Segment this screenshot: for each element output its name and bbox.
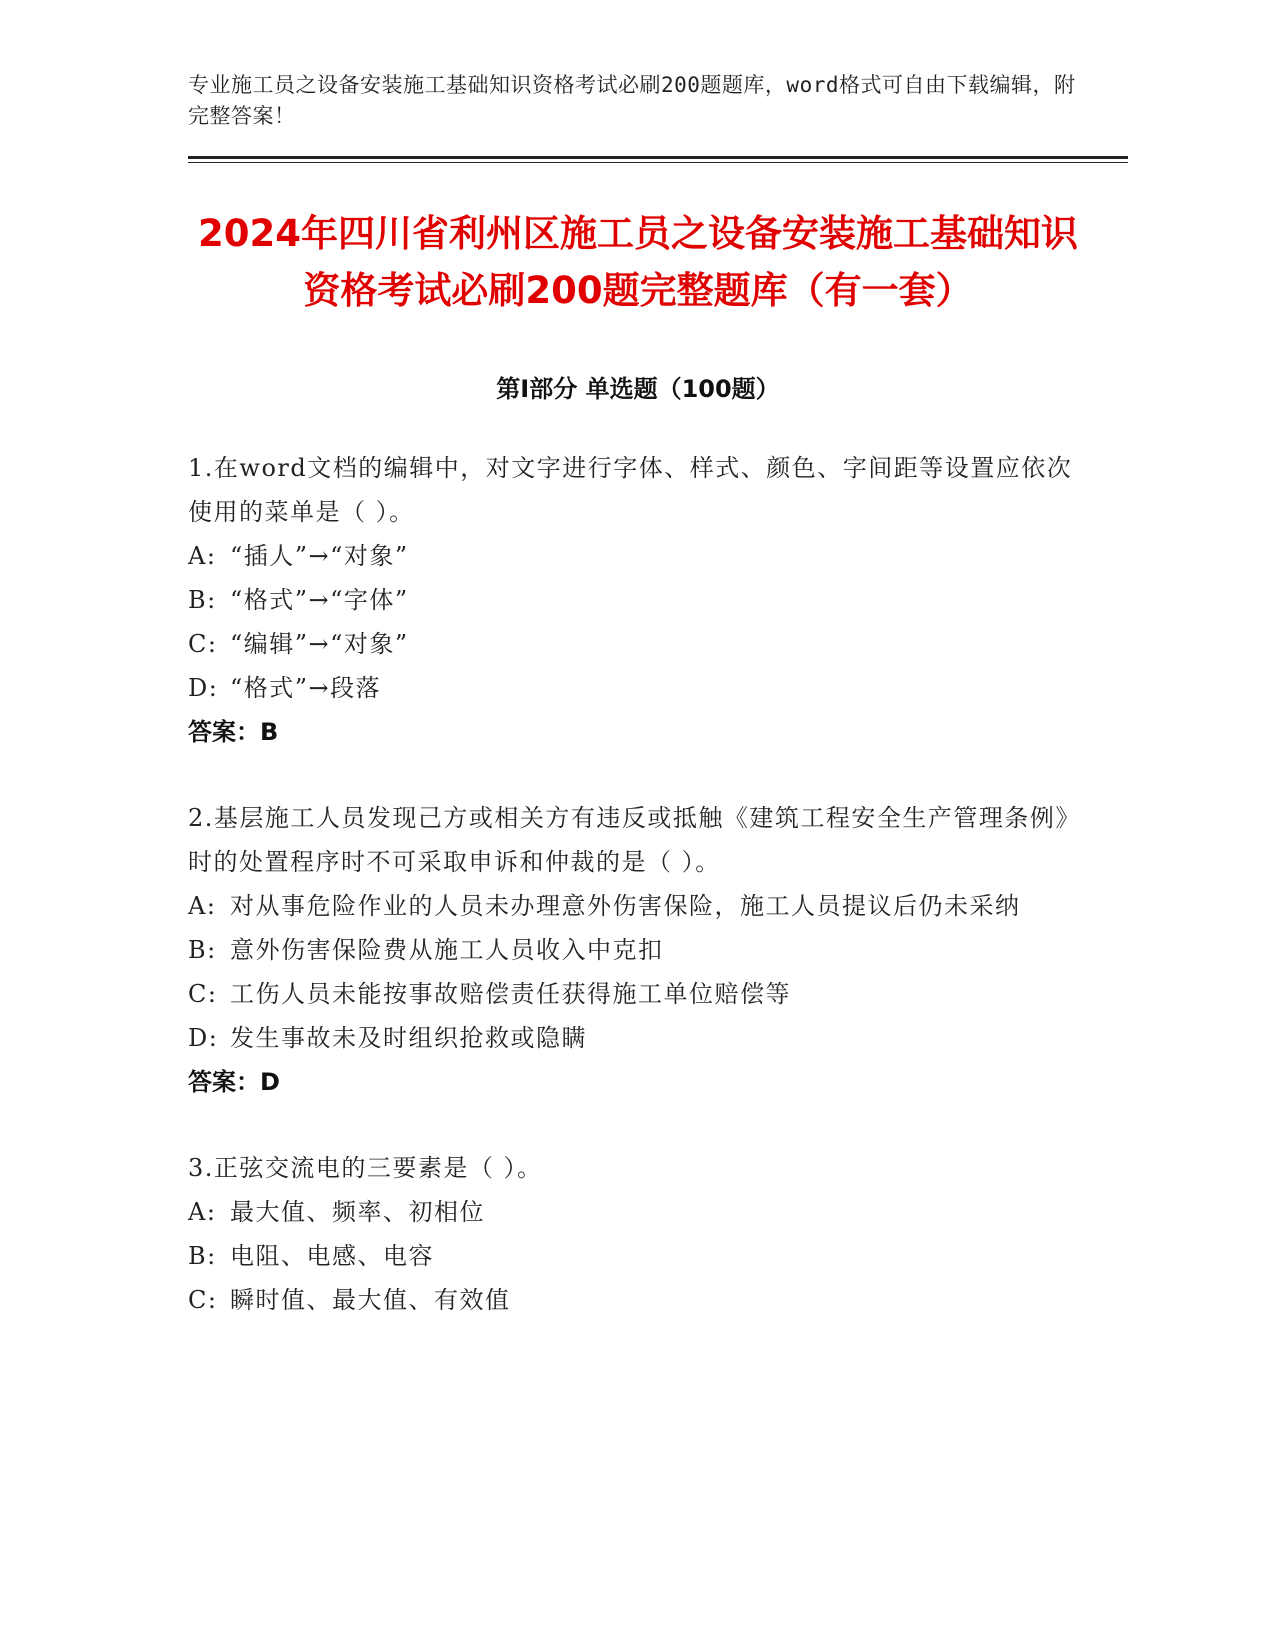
- question-text: 1.在word文档的编辑中，对文字进行字体、样式、颜色、字间距等设置应依次使用的菜单是（ ）。: [188, 454, 1073, 526]
- option-label: D:: [188, 674, 219, 702]
- option-text: 电阻、电感、电容: [230, 1242, 434, 1270]
- option-text: 瞬时值、最大值、有效值: [230, 1286, 511, 1314]
- answer-line: 答案：D: [188, 1068, 280, 1096]
- option-text: “插人”→“对象”: [230, 542, 409, 570]
- section-heading: 第I部分 单选题（100题）: [496, 375, 780, 403]
- option-label: C:: [188, 630, 218, 658]
- option-c: [188, 972, 1088, 1016]
- question-text: 3.正弦交流电的三要素是（ ）。: [188, 1154, 543, 1182]
- option-a: [188, 534, 1088, 578]
- option-text: 最大值、频率、初相位: [230, 1198, 485, 1226]
- option-text: 对从事危险作业的人员未办理意外伤害保险，施工人员提议后仍未采纳: [230, 892, 1021, 920]
- option-label: A:: [188, 1198, 217, 1226]
- option-a: [188, 884, 1088, 928]
- question-1: [188, 446, 1088, 754]
- option-b: [188, 578, 1088, 622]
- option-label: A:: [188, 892, 217, 920]
- option-text: 意外伤害保险费从施工人员收入中克扣: [230, 936, 664, 964]
- question-3: [188, 1146, 1088, 1322]
- option-a: [188, 1190, 1088, 1234]
- option-d: [188, 1016, 1088, 1060]
- question-2: [188, 796, 1088, 1104]
- option-label: B:: [188, 1242, 217, 1270]
- option-label: D:: [188, 1024, 219, 1052]
- option-b: [188, 928, 1088, 972]
- header-note: 专业施工员之设备安装施工基础知识资格考试必刷200题题库，word格式可自由下载编辑，附完整答案！: [188, 73, 1076, 128]
- document-title: 2024年四川省利州区施工员之设备安装施工基础知识资格考试必刷200题完整题库（有一套）: [198, 212, 1078, 312]
- option-text: “格式”→“字体”: [230, 586, 409, 614]
- option-label: C:: [188, 1286, 218, 1314]
- option-label: B:: [188, 586, 217, 614]
- answer-line: 答案：B: [188, 718, 279, 746]
- option-text: “编辑”→“对象”: [230, 630, 409, 658]
- option-text: 发生事故未及时组织抢救或隐瞒: [230, 1024, 587, 1052]
- option-d: [188, 666, 1088, 710]
- question-text: 2.基层施工人员发现己方或相关方有违反或抵触《建筑工程安全生产管理条例》时的处置程序时不可采取申诉和仲裁的是（ ）。: [188, 804, 1081, 876]
- option-c: [188, 1278, 1088, 1322]
- option-text: 工伤人员未能按事故赔偿责任获得施工单位赔偿等: [230, 980, 791, 1008]
- option-label: C:: [188, 980, 218, 1008]
- header-divider: [188, 156, 1128, 163]
- option-b: [188, 1234, 1088, 1278]
- option-label: B:: [188, 936, 217, 964]
- option-text: “格式”→段落: [230, 674, 382, 702]
- option-c: [188, 622, 1088, 666]
- option-label: A:: [188, 542, 217, 570]
- question-list: [188, 446, 1088, 1322]
- document-page: [188, 70, 1088, 1364]
